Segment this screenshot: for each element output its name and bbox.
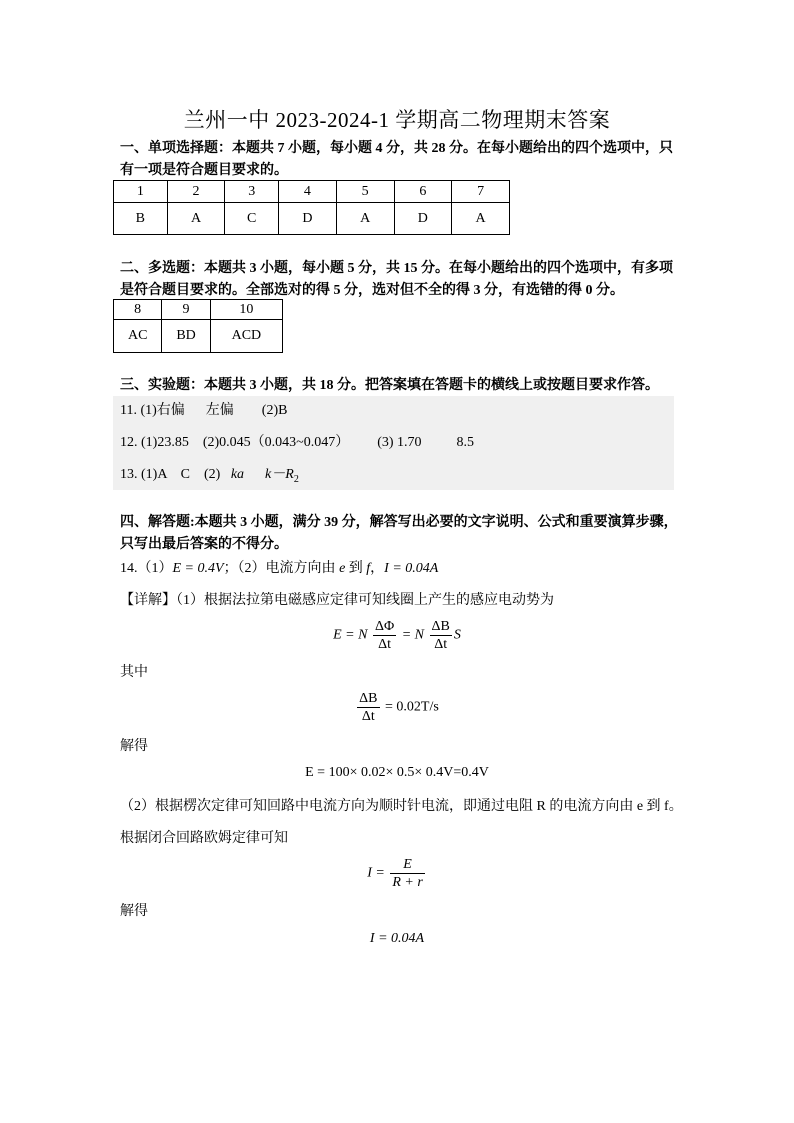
equation-faraday xyxy=(0,618,794,653)
q14-point-e: e xyxy=(339,561,346,576)
fraction-numerator: ΔB xyxy=(359,691,378,706)
among-label: 其中 xyxy=(120,665,148,680)
fraction-numerator: ΔΦ xyxy=(374,619,395,634)
solve-label-1: 解得 xyxy=(120,739,148,754)
page-title: 兰州一中 2023-2024-1 学期高二物理期末答案 xyxy=(183,108,611,132)
equation-emf-result: E = 100× 0.02× 0.5× 0.4V=0.4V xyxy=(305,765,489,780)
section2-number-row xyxy=(114,300,283,320)
equation-ohm xyxy=(0,856,794,891)
q14-current-value: I = 0.04A xyxy=(384,561,439,576)
q-answer: A xyxy=(336,203,394,235)
q14-text: ；（2）电流方向由 xyxy=(223,561,340,576)
solve-label-2: 解得 xyxy=(120,904,148,919)
q-number: 6 xyxy=(394,181,452,203)
line13-prefix: 13. (1)A C (2) xyxy=(120,467,231,482)
section1-number-row xyxy=(114,181,510,203)
eq2-rhs: = 0.02T/s xyxy=(385,699,439,715)
q-number: 10 xyxy=(210,300,282,320)
q-answer: B xyxy=(114,203,168,235)
answer-line-13 xyxy=(120,465,299,490)
section2-heading: 二、多选题：本题共 3 小题，每小题 5 分，共 15 分。在每小题给出的四个选项中，有多项是符合题目要求的。全部选对的得 5 分，选对但不全的得 3 分，有选错的得 0 分。 xyxy=(120,261,673,298)
q-number: 3 xyxy=(225,181,279,203)
line13-subscript: 2 xyxy=(293,473,299,485)
fraction-dphi-dt xyxy=(373,618,396,653)
section2-table xyxy=(113,299,283,353)
q14-point-f: f xyxy=(366,561,371,576)
equation-db-dt xyxy=(0,690,794,725)
q-number: 8 xyxy=(114,300,162,320)
answer-line-12: 12. (1)23.85 (2)0.045（0.043~0.047） (3) 1.70 8.5 xyxy=(120,435,475,450)
section1-answer-row xyxy=(114,203,510,235)
section2-answer-row xyxy=(114,320,283,353)
q-number: 4 xyxy=(279,181,337,203)
fraction-numerator: ΔB xyxy=(431,619,450,634)
q-number: 1 xyxy=(114,181,168,203)
eq4-lhs: I = xyxy=(367,865,385,881)
q-answer: BD xyxy=(162,320,210,353)
q14-emf-value: E = 0.4V xyxy=(172,561,224,576)
q-answer: A xyxy=(167,203,225,235)
q-answer: A xyxy=(452,203,510,235)
section4-heading: 四、解答题:本题共 3 小题，满分 39 分，解答写出必要的文字说明、公式和重要演算步骤，只写出最后答案的不得分。 xyxy=(120,515,678,552)
fraction-numerator: E xyxy=(390,856,424,874)
detail-paragraph: 【详解】（1）根据法拉第电磁感应定律可知线圈上产生的感应电动势为 xyxy=(120,593,554,608)
fraction-denominator: Δt xyxy=(378,637,392,652)
q14-prefix: 14.（1） xyxy=(120,561,173,576)
section1-table xyxy=(113,180,510,235)
eq1-lhs: E = N xyxy=(333,627,368,643)
q14-answer-line xyxy=(120,559,438,579)
q-answer: ACD xyxy=(210,320,282,353)
q-number: 7 xyxy=(452,181,510,203)
part2-paragraph: （2）根据楞次定律可知回路中电流方向为顺时针电流，即通过电阻 R 的电流方向由 e 到 f。 xyxy=(120,799,683,814)
q-number: 9 xyxy=(162,300,210,320)
fraction-db-dt xyxy=(430,618,452,653)
section3-heading: 三、实验题：本题共 3 小题，共 18 分。把答案填在答题卡的横线上或按题目要求作答。 xyxy=(120,378,659,393)
q-answer: D xyxy=(279,203,337,235)
section1-heading: 一、单项选择题：本题共 7 小题，每小题 4 分，共 28 分。在每小题给出的四个选项中，只有一项是符合题目要求的。 xyxy=(120,141,673,178)
answer-line-11: 11. (1)右偏 左偏 (2)B xyxy=(120,403,288,418)
fraction-denominator: R + r xyxy=(392,875,423,890)
line13-ka: ka xyxy=(230,467,245,482)
q14-text: 到 xyxy=(345,561,367,576)
q-number: 2 xyxy=(167,181,225,203)
fraction-denominator: Δt xyxy=(434,637,448,652)
q-answer: D xyxy=(394,203,452,235)
line13-k-minus-r: k－R xyxy=(265,467,294,482)
fraction-denominator: Δt xyxy=(361,709,375,724)
q14-text: ， xyxy=(370,561,385,576)
q-answer: C xyxy=(225,203,279,235)
equation-current-result xyxy=(0,931,794,947)
q-answer: AC xyxy=(114,320,162,353)
eq1-mid: = N xyxy=(401,627,425,643)
eq5-value: I = 0.04A xyxy=(369,931,425,946)
fraction-db-dt xyxy=(357,690,379,725)
fraction-e-over-rr xyxy=(390,856,424,891)
q-number: 5 xyxy=(336,181,394,203)
eq1-rhs: S xyxy=(453,627,461,643)
ohm-law-label: 根据闭合回路欧姆定律可知 xyxy=(120,831,288,846)
